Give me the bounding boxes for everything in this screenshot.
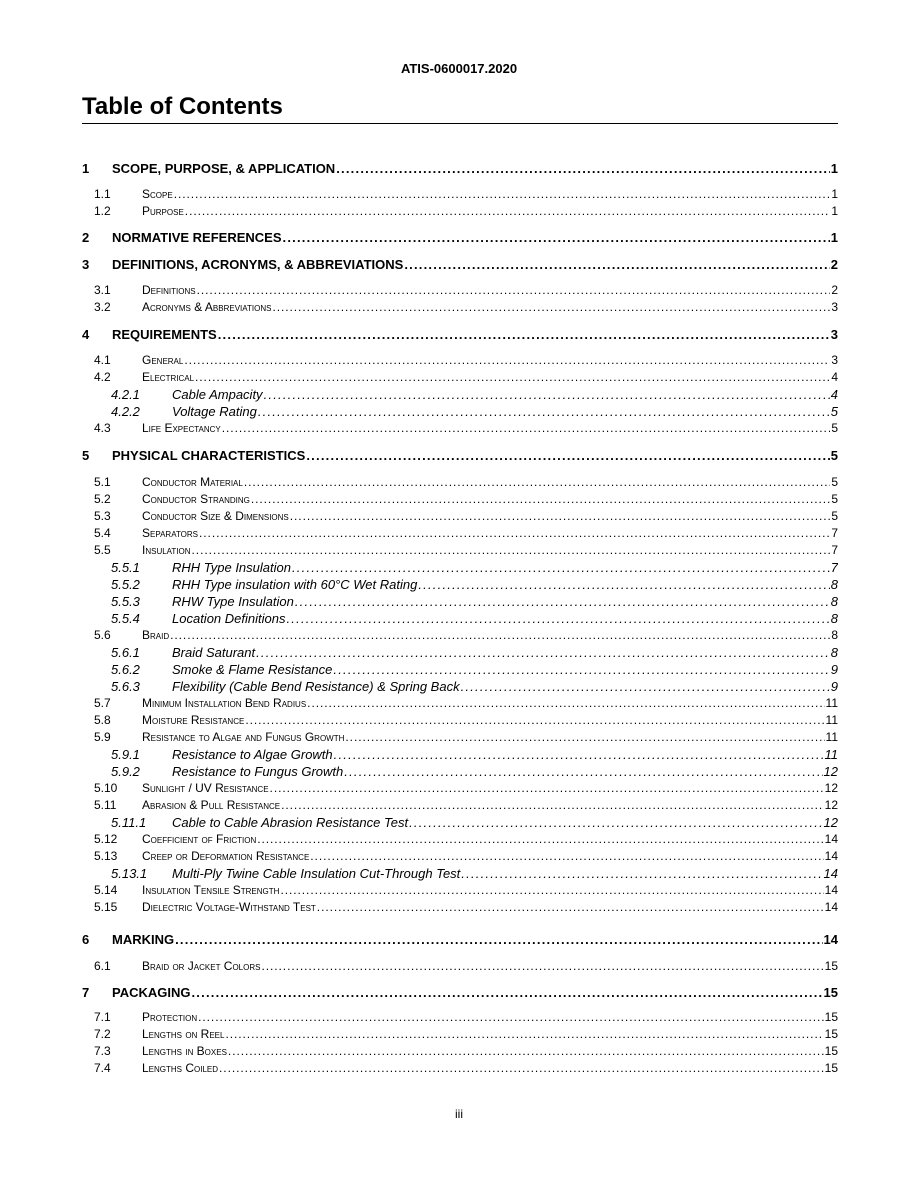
- toc-entry-number: 5.1: [94, 475, 111, 489]
- toc-entry-page: 11: [824, 747, 838, 762]
- toc-entry-title: Resistance to Algae Growth: [172, 747, 333, 762]
- toc-dot-leader: [222, 421, 831, 436]
- toc-entry-number: 5.7: [94, 696, 111, 710]
- toc-entry-page: 5: [831, 421, 838, 435]
- toc-entry[interactable]: [82, 899, 838, 915]
- toc-entry-page: 15: [824, 1027, 838, 1041]
- toc-entry[interactable]: [82, 1009, 838, 1025]
- toc-entry[interactable]: [82, 229, 838, 245]
- toc-entry-title: Location Definitions: [172, 611, 286, 626]
- toc-entry-page: 8: [830, 645, 838, 660]
- toc-entry-title: NORMATIVE REFERENCES: [112, 230, 282, 245]
- toc-entry-title: Voltage Rating: [172, 404, 257, 419]
- page-number: iii: [455, 1107, 463, 1121]
- toc-entry[interactable]: [82, 958, 838, 974]
- toc-dot-leader: [261, 959, 823, 974]
- toc-entry-title: Resistance to Fungus Growth: [172, 764, 344, 779]
- toc-entry-page: 15: [824, 959, 838, 973]
- toc-entry-title: Braid Saturant: [172, 645, 256, 660]
- toc-entry-title: Creep or Deformation Resistance: [142, 849, 310, 863]
- toc-entry-number: 5.12: [94, 832, 118, 846]
- toc-entry-title: RHH Type Insulation: [172, 560, 291, 575]
- toc-dot-leader: [228, 1044, 824, 1059]
- toc-entry[interactable]: [82, 729, 838, 745]
- toc-entry-number: 5.5.4: [111, 611, 140, 626]
- toc-dot-leader: [292, 560, 830, 575]
- toc-entry-page: 1: [830, 230, 838, 245]
- toc-entry-page: 9: [830, 662, 838, 677]
- toc-entry-number: 5.9.2: [111, 764, 140, 779]
- toc-entry-page: 5: [830, 404, 838, 419]
- toc-dot-leader: [175, 932, 822, 947]
- toc-entry-page: 14: [824, 900, 838, 914]
- toc-entry[interactable]: [82, 508, 838, 524]
- toc-entry[interactable]: [82, 695, 838, 711]
- toc-entry-title: Separators: [142, 526, 199, 540]
- toc-entry[interactable]: [82, 369, 838, 385]
- toc-dot-leader: [218, 327, 830, 342]
- toc-entry[interactable]: [82, 256, 838, 272]
- toc-entry-title: Cable Ampacity: [172, 387, 263, 402]
- toc-entry-page: 8: [830, 611, 838, 626]
- toc-entry[interactable]: [82, 1026, 838, 1042]
- toc-entry-number: 4.2: [94, 370, 111, 384]
- toc-entry-title: Scope: [142, 187, 173, 201]
- toc-entry[interactable]: [82, 352, 838, 368]
- toc-entry-title: Braid: [142, 628, 170, 642]
- toc-entry[interactable]: [82, 542, 838, 558]
- toc-entry-page: 15: [824, 1061, 838, 1075]
- toc-dot-leader: [345, 730, 824, 745]
- toc-entry-title: Coefficient of Friction: [142, 832, 257, 846]
- toc-entry-title: Protection: [142, 1010, 198, 1024]
- toc-dot-leader: [245, 713, 824, 728]
- toc-entry-page: 14: [823, 866, 838, 881]
- toc-entry-page: 12: [823, 815, 838, 830]
- toc-entry-page: 8: [830, 577, 838, 592]
- toc-dot-leader: [270, 781, 824, 796]
- toc-entry-title: PHYSICAL CHARACTERISTICS: [112, 448, 306, 463]
- toc-entry-page: 3: [831, 353, 838, 367]
- toc-entry-page: 12: [823, 764, 838, 779]
- toc-entry-number: 4.2.1: [111, 387, 140, 402]
- toc-entry-title: Conductor Stranding: [142, 492, 250, 506]
- toc-entry-number: 3: [82, 257, 90, 272]
- toc-entry-number: 5.5.1: [111, 560, 140, 575]
- toc-entry-number: 5.4: [94, 526, 111, 540]
- toc-dot-leader: [272, 300, 830, 315]
- toc-dot-leader: [295, 594, 830, 609]
- toc-entry[interactable]: [82, 447, 838, 463]
- toc-entry[interactable]: [82, 593, 838, 609]
- toc-entry-number: 5.6.2: [111, 662, 140, 677]
- toc-dot-leader: [317, 900, 824, 915]
- toc-entry[interactable]: [82, 576, 838, 592]
- toc-entry-page: 14: [824, 849, 838, 863]
- toc-entry[interactable]: [82, 763, 838, 779]
- toc-entry[interactable]: [82, 160, 838, 176]
- toc-entry[interactable]: [82, 984, 838, 1000]
- toc-dot-leader: [251, 492, 830, 507]
- toc-entry[interactable]: [82, 865, 838, 881]
- toc-entry-number: 7.1: [94, 1010, 111, 1024]
- toc-entry[interactable]: [82, 559, 838, 575]
- toc-entry-page: 1: [831, 204, 838, 218]
- toc-dot-leader: [264, 387, 830, 402]
- toc-entry-page: 4: [830, 387, 838, 402]
- toc-dot-leader: [336, 161, 830, 176]
- toc-dot-leader: [257, 832, 823, 847]
- toc-entry-page: 7: [831, 526, 838, 540]
- toc-dot-leader: [334, 747, 824, 762]
- toc-entry-number: 5.9.1: [111, 747, 140, 762]
- toc-entry[interactable]: [82, 525, 838, 541]
- toc-dot-leader: [306, 448, 829, 463]
- toc-dot-leader: [192, 543, 831, 558]
- toc-entry-number: 7.4: [94, 1061, 111, 1075]
- toc-entry-page: 1: [830, 161, 838, 176]
- toc-entry-number: 5: [82, 448, 90, 463]
- toc-entry-number: 4.1: [94, 353, 111, 367]
- toc-entry[interactable]: [82, 299, 838, 315]
- toc-entry[interactable]: [82, 797, 838, 813]
- toc-dot-leader: [290, 509, 831, 524]
- toc-entry-number: 7.2: [94, 1027, 111, 1041]
- toc-entry-number: 5.11.1: [111, 815, 147, 830]
- toc-dot-leader: [310, 849, 823, 864]
- toc-entry[interactable]: [82, 282, 838, 298]
- toc-entry-title: Conductor Material: [142, 475, 243, 489]
- toc-entry-title: Acronyms & Abbreviations: [142, 300, 272, 314]
- toc-entry-number: 5.9: [94, 730, 111, 744]
- toc-entry-title: Braid or Jacket Colors: [142, 959, 261, 973]
- toc-dot-leader: [185, 204, 831, 219]
- toc-entry-page: 5: [831, 492, 838, 506]
- toc-entry-title: Smoke & Flame Resistance: [172, 662, 333, 677]
- toc-entry-title: Cable to Cable Abrasion Resistance Test: [172, 815, 409, 830]
- toc-entry[interactable]: [82, 678, 838, 694]
- toc-entry-page: 12: [824, 781, 838, 795]
- toc-dot-leader: [198, 1010, 824, 1025]
- toc-entry-number: 4: [82, 327, 90, 342]
- toc-dot-leader: [461, 866, 822, 881]
- toc-entry-page: 11: [825, 713, 838, 727]
- toc-entry[interactable]: [82, 712, 838, 728]
- toc-entry-number: 5.13.1: [111, 866, 148, 881]
- toc-entry-title: REQUIREMENTS: [112, 327, 217, 342]
- toc-dot-leader: [409, 815, 822, 830]
- toc-entry-number: 5.8: [94, 713, 111, 727]
- toc-entry-page: 11: [825, 696, 838, 710]
- toc-entry-title: PACKAGING: [112, 985, 191, 1000]
- toc-entry-title: General: [142, 353, 184, 367]
- toc-entry[interactable]: [82, 403, 838, 419]
- toc-entry-number: 7.3: [94, 1044, 111, 1058]
- toc-entry[interactable]: [82, 627, 838, 643]
- toc-entry-number: 7: [82, 985, 90, 1000]
- toc-dot-leader: [281, 798, 824, 813]
- toc-dot-leader: [283, 230, 830, 245]
- toc-entry-number: 5.6.1: [111, 645, 140, 660]
- toc-dot-leader: [418, 577, 829, 592]
- toc-entry-page: 12: [824, 798, 838, 812]
- toc-entry-page: 15: [824, 1044, 838, 1058]
- toc-entry-number: 4.3: [94, 421, 111, 435]
- toc-entry-title: Moisture Resistance: [142, 713, 245, 727]
- toc-entry-page: 15: [824, 1010, 838, 1024]
- toc-entry-page: 14: [823, 932, 838, 947]
- page-title: Table of Contents: [82, 93, 283, 120]
- toc-entry-number: 3.1: [94, 283, 111, 297]
- toc-dot-leader: [256, 645, 830, 660]
- toc-entry[interactable]: [82, 831, 838, 847]
- toc-entry-page: 5: [830, 448, 838, 463]
- toc-dot-leader: [244, 475, 830, 490]
- toc-entry-number: 5.6: [94, 628, 111, 642]
- toc-entry[interactable]: [82, 1043, 838, 1059]
- toc-entry-title: Definitions: [142, 283, 196, 297]
- toc-entry-number: 5.10: [94, 781, 118, 795]
- toc-entry-number: 5.11: [94, 798, 117, 812]
- toc-entry-number: 5.3: [94, 509, 111, 523]
- toc-dot-leader: [219, 1061, 824, 1076]
- toc-entry-number: 5.13: [94, 849, 118, 863]
- toc-entry[interactable]: [82, 848, 838, 864]
- toc-entry[interactable]: [82, 746, 838, 762]
- toc-entry-number: 5.2: [94, 492, 111, 506]
- toc-entry-number: 1: [82, 161, 90, 176]
- toc-entry-title: RHH Type insulation with 60°C Wet Rating: [172, 577, 418, 592]
- toc-entry-page: 2: [831, 283, 838, 297]
- toc-entry-title: Life Expectancy: [142, 421, 221, 435]
- toc-dot-leader: [197, 283, 831, 298]
- toc-dot-leader: [307, 696, 824, 711]
- toc-entry-page: 11: [825, 730, 838, 744]
- toc-entry-title: SCOPE, PURPOSE, & APPLICATION: [112, 161, 336, 176]
- toc-dot-leader: [461, 679, 830, 694]
- toc-entry[interactable]: [82, 203, 838, 219]
- toc-dot-leader: [184, 353, 830, 368]
- toc-entry[interactable]: [82, 780, 838, 796]
- toc-entry-title: RHW Type Insulation: [172, 594, 294, 609]
- toc-dot-leader: [286, 611, 829, 626]
- toc-entry-number: 2: [82, 230, 90, 245]
- toc-entry-number: 5.6.3: [111, 679, 140, 694]
- toc-dot-leader: [191, 985, 822, 1000]
- toc-entry[interactable]: [82, 661, 838, 677]
- toc-entry-page: 8: [831, 628, 838, 642]
- toc-entry-number: 3.2: [94, 300, 111, 314]
- toc-entry[interactable]: [82, 610, 838, 626]
- toc-entry-number: 5.15: [94, 900, 118, 914]
- toc-entry-title: Multi-Ply Twine Cable Insulation Cut-Through Test: [172, 866, 461, 881]
- toc-entry-title: Lengths in Boxes: [142, 1044, 227, 1058]
- toc-entry[interactable]: [82, 882, 838, 898]
- toc-entry-title: MARKING: [112, 932, 175, 947]
- toc-entry-title: Dielectric Voltage-Withstand Test: [142, 900, 316, 914]
- toc-entry[interactable]: [82, 386, 838, 402]
- toc-dot-leader: [258, 404, 830, 419]
- toc-entry-title: Insulation: [142, 543, 191, 557]
- toc-entry-page: 5: [831, 475, 838, 489]
- toc-dot-leader: [199, 526, 830, 541]
- toc-dot-leader: [280, 883, 823, 898]
- toc-entry-page: 9: [830, 679, 838, 694]
- toc-entry-title: Flexibility (Cable Bend Resistance) & Spring Back: [172, 679, 460, 694]
- toc-entry-title: Electrical: [142, 370, 195, 384]
- toc-entry-page: 7: [830, 560, 838, 575]
- toc-entry-number: 1.2: [94, 204, 111, 218]
- toc-entry-title: Insulation Tensile Strength: [142, 883, 280, 897]
- toc-entry-number: 5.14: [94, 883, 118, 897]
- toc-entry-title: Abrasion & Pull Resistance: [142, 798, 281, 812]
- toc-dot-leader: [333, 662, 829, 677]
- toc-entry-number: 1.1: [94, 187, 111, 201]
- toc-entry[interactable]: [82, 186, 838, 202]
- toc-entry-title: Minimum Installation Bend Radius: [142, 696, 307, 710]
- toc-entry-page: 7: [831, 543, 838, 557]
- toc-entry-number: 6: [82, 932, 90, 947]
- toc-entry-page: 3: [830, 327, 838, 342]
- toc-entry-page: 3: [831, 300, 838, 314]
- toc-dot-leader: [344, 764, 822, 779]
- toc-entry-page: 15: [823, 985, 838, 1000]
- toc-entry-number: 5.5.3: [111, 594, 140, 609]
- toc-entry[interactable]: [82, 491, 838, 507]
- toc-entry-number: 4.2.2: [111, 404, 140, 419]
- toc-dot-leader: [225, 1027, 823, 1042]
- toc-entry-page: 5: [831, 509, 838, 523]
- toc-entry-title: Conductor Size & Dimensions: [142, 509, 289, 523]
- toc-entry-title: Resistance to Algae and Fungus Growth: [142, 730, 345, 744]
- toc-entry[interactable]: [82, 1060, 838, 1076]
- toc-entry-title: Sunlight / UV Resistance: [142, 781, 269, 795]
- toc-entry-page: 14: [824, 883, 838, 897]
- toc-entry-page: 1: [831, 187, 838, 201]
- toc-entry-page: 8: [830, 594, 838, 609]
- toc-entry-page: 2: [830, 257, 838, 272]
- toc-dot-leader: [404, 257, 829, 272]
- toc-entry-title: Lengths Coiled: [142, 1061, 219, 1075]
- toc-entry[interactable]: [82, 420, 838, 436]
- toc-dot-leader: [170, 628, 830, 643]
- toc-entry-number: 5.5.2: [111, 577, 140, 592]
- toc-entry-page: 4: [831, 370, 838, 384]
- toc-entry[interactable]: [82, 474, 838, 490]
- toc-entry[interactable]: [82, 814, 838, 830]
- toc-entry-page: 14: [824, 832, 838, 846]
- toc-dot-leader: [195, 370, 830, 385]
- toc-entry[interactable]: [82, 644, 838, 660]
- toc-entry-number: 6.1: [94, 959, 111, 973]
- document-id: ATIS-0600017.2020: [400, 61, 518, 76]
- toc-entry[interactable]: [82, 931, 838, 947]
- toc-dot-leader: [174, 187, 831, 202]
- toc-entry-title: Lengths on Reel: [142, 1027, 225, 1041]
- toc-entry-title: Purpose: [142, 204, 184, 218]
- toc-entry-number: 5.5: [94, 543, 111, 557]
- toc-entry[interactable]: [82, 326, 838, 342]
- toc-entry-title: DEFINITIONS, ACRONYMS, & ABBREVIATIONS: [112, 257, 404, 272]
